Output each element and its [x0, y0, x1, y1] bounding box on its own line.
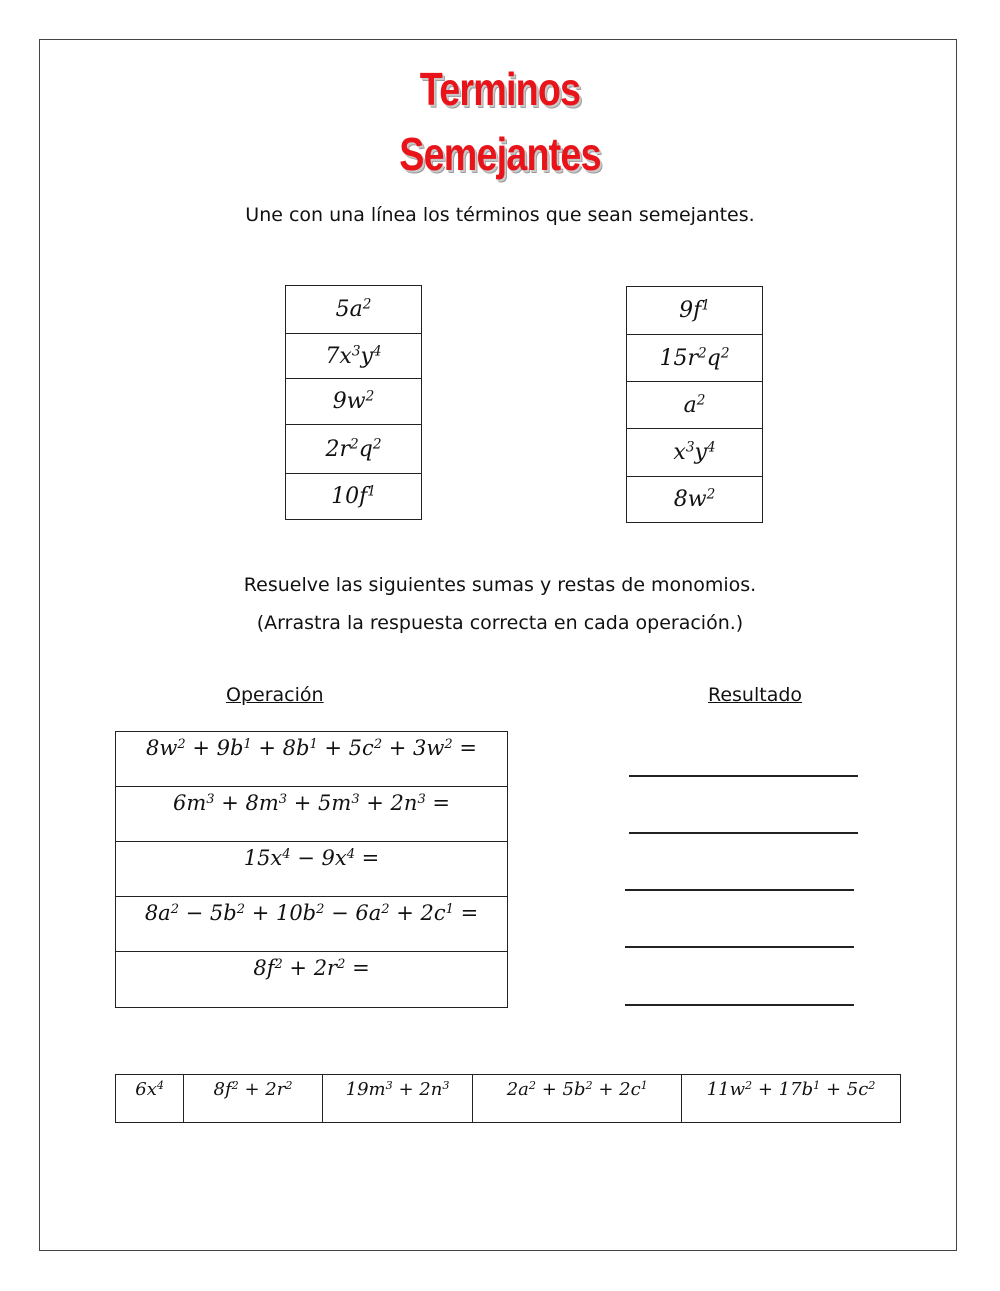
- operation-cell: $15x^4 - 9x^4$ =: [116, 842, 508, 897]
- answer-blank-2[interactable]: [629, 832, 858, 834]
- left-term[interactable]: $2r^2q^2$: [286, 425, 422, 474]
- operation-heading: Operación: [226, 684, 324, 706]
- instruction-match: Une con una línea los términos que sean semejantes.: [245, 204, 755, 226]
- operations-table: [115, 731, 508, 1008]
- result-heading: Resultado: [708, 684, 803, 706]
- right-term[interactable]: $9f^1$: [627, 287, 763, 335]
- left-term[interactable]: $7x^3y^4$: [286, 334, 422, 379]
- answer-option[interactable]: $19m^3 + 2n^3$: [322, 1075, 473, 1123]
- right-term[interactable]: $8w^2$: [627, 477, 763, 523]
- left-term[interactable]: $9w^2$: [286, 379, 422, 425]
- answer-blank-3[interactable]: [625, 889, 854, 891]
- title-line-1: Terminos: [419, 63, 581, 115]
- operation-cell: $8a^2 - 5b^2 + 10b^2 - 6a^2 + 2c^1$ =: [116, 897, 508, 952]
- left-term[interactable]: $5a^2$: [286, 286, 422, 334]
- answer-option[interactable]: $8f^2 + 2r^2$: [184, 1075, 323, 1123]
- right-term[interactable]: $x^3y^4$: [627, 429, 763, 477]
- answer-options-table: [115, 1074, 901, 1123]
- left-term[interactable]: $10f^1$: [286, 474, 422, 520]
- right-term[interactable]: $15r^2q^2$: [627, 335, 763, 382]
- answer-blank-5[interactable]: [625, 1004, 854, 1006]
- right-term[interactable]: $a^2$: [627, 382, 763, 429]
- answer-option[interactable]: $11w^2 + 17b^1 + 5c^2$: [682, 1075, 901, 1123]
- instruction-solve: Resuelve las siguientes sumas y restas de monomios.: [243, 574, 757, 596]
- answer-option[interactable]: $2a^2 + 5b^2 + 2c^1$: [473, 1075, 682, 1123]
- title-line-2: Semejantes: [399, 128, 601, 180]
- instruction-drag: (Arrastra la respuesta correcta en cada operación.): [256, 612, 744, 634]
- operation-cell: $8f^2 + 2r^2$ =: [116, 952, 508, 1008]
- left-terms-table: [285, 285, 422, 520]
- answer-blank-1[interactable]: [629, 775, 858, 777]
- operation-cell: $8w^2 + 9b^1 + 8b^1 + 5c^2 + 3w^2$ =: [116, 732, 508, 787]
- right-terms-table: [626, 286, 763, 523]
- answer-blank-4[interactable]: [625, 946, 854, 948]
- answer-option[interactable]: $6x^4$: [116, 1075, 184, 1123]
- operation-cell: $6m^3 + 8m^3 + 5m^3 + 2n^3$ =: [116, 787, 508, 842]
